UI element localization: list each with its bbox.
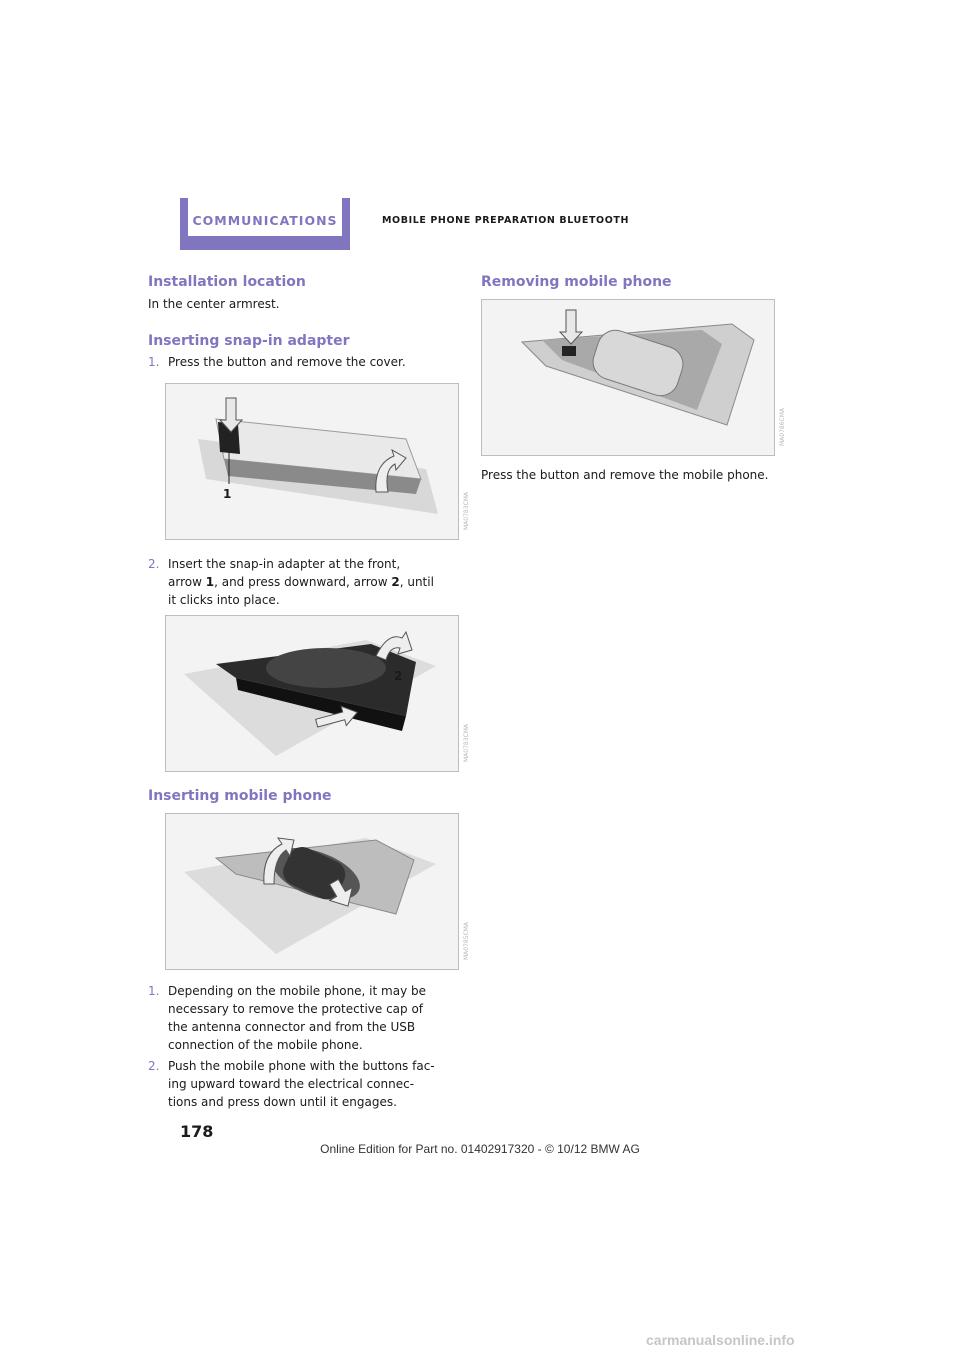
section-subtitle: MOBILE PHONE PREPARATION BLUETOOTH	[382, 215, 630, 226]
footer-edition: Online Edition for Part no. 01402917320 - © 10/12 BMW AG	[320, 1142, 640, 1156]
page-number: 178	[180, 1122, 214, 1141]
figure-code: MA0786CMA	[779, 407, 786, 446]
section-tab-label: COMMUNICATIONS	[192, 213, 338, 228]
heading-inserting-mobile-phone: Inserting mobile phone	[148, 788, 332, 804]
installation-text: In the center armrest.	[148, 297, 280, 311]
watermark: carmanualsonline.info	[646, 1332, 795, 1348]
list-text: Depending on the mobile phone, it may be necessary to remove the protective cap of the antenna connector and from the USB connection of the mobile phone.	[168, 984, 426, 1052]
figure-insert-adapter	[165, 615, 459, 772]
figure-callout-1: 1	[223, 487, 232, 501]
figure-code: MA0783CMA	[463, 723, 470, 762]
figure-insert-phone	[165, 813, 459, 970]
list-number: 1.	[148, 984, 160, 998]
figure-code: MA0785CMA	[463, 921, 470, 960]
list-text: Push the mobile phone with the buttons fac- ing upward toward the electrical connec- tions and press down until it engages.	[168, 1059, 435, 1109]
figure-remove-phone	[481, 299, 775, 456]
figure-code: MA0783CMA	[463, 491, 470, 530]
heading-inserting-snapin: Inserting snap-in adapter	[148, 333, 350, 349]
list-number: 2.	[148, 1059, 160, 1073]
list-number: 2.	[148, 557, 160, 571]
heading-removing-mobile-phone: Removing mobile phone	[481, 274, 672, 290]
figure-callout-2: 2	[394, 669, 403, 683]
list-text: Press the button and remove the cover.	[168, 355, 406, 369]
list-number: 1.	[148, 355, 160, 369]
figure-remove-cover	[165, 383, 459, 540]
removing-text: Press the button and remove the mobile phone.	[481, 468, 769, 482]
heading-installation-location: Installation location	[148, 274, 306, 290]
list-text: Insert the snap-in adapter at the front, arrow 1, and press downward, arrow 2, until it clicks into place.	[168, 557, 434, 607]
